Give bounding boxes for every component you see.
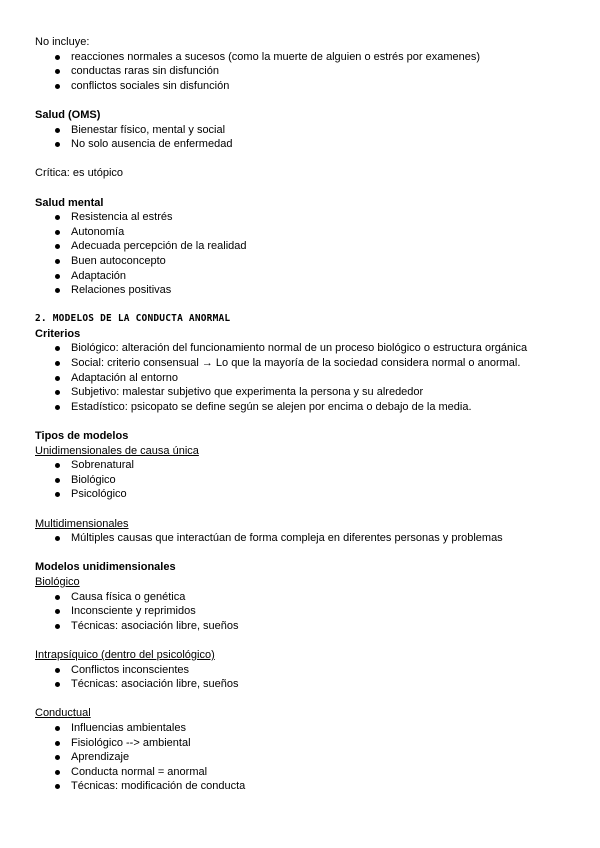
list-item: Múltiples causas que interactúan de forma compleja en diferentes personas y problemas [35,531,575,546]
bullet-icon [55,726,60,731]
bullet-icon [55,128,60,133]
bullet-icon [55,682,60,687]
list-item: Relaciones positivas [35,283,575,298]
bullet-icon [55,405,60,410]
list-item: Estadístico: psicopato se define según se alejen por encima o debajo de la media. [35,400,575,415]
no-incluye-list [35,50,575,94]
list-item: Adaptación [35,269,575,284]
multidimensionales-list [35,531,575,546]
conductual-list [35,721,575,794]
modelos-unidimensionales-heading: Modelos unidimensionales [35,561,176,574]
bullet-icon [55,478,60,483]
document-page [35,35,575,794]
list-item: Fisiológico --> ambiental [35,736,575,751]
salud-mental-heading: Salud mental [35,196,104,209]
list-item: Técnicas: asociación libre, sueños [35,677,575,692]
bullet-icon [55,69,60,74]
bullet-icon [55,390,60,395]
section-2-heading: 2. MODELOS DE LA CONDUCTA ANORMAL [35,313,231,325]
list-item: Psicológico [35,487,575,502]
bullet-icon [55,784,60,789]
bullet-icon [55,215,60,220]
salud-mental-list [35,210,575,298]
list-item: conflictos sociales sin disfunción [35,79,575,94]
critica-text: Crítica: es utópico [35,167,124,180]
bullet-icon [55,230,60,235]
bullet-icon [55,376,60,381]
unidimensionales-subheading: Unidimensionales de causa única [35,444,199,457]
bullet-icon [55,259,60,264]
list-item: Biológico: alteración del funcionamiento normal de un proceso biológico o estructura orgánica [35,341,575,356]
bullet-icon [55,346,60,351]
list-item: Biológico [35,473,575,488]
bullet-icon [55,492,60,497]
bullet-icon [55,274,60,279]
no-incluye-label: No incluye: [35,36,90,48]
bullet-icon [55,142,60,147]
bullet-icon [55,536,60,541]
list-item: Buen autoconcepto [35,254,575,269]
bullet-icon [55,741,60,746]
bullet-icon [55,463,60,468]
list-item: Social: criterio consensual → Lo que la mayoría de la sociedad considera normal o anormal. [35,356,575,371]
list-item: Autonomía [35,225,575,240]
list-item: reacciones normales a sucesos (como la muerte de alguien o estrés por examenes) [35,50,575,65]
bullet-icon [55,755,60,760]
tipos-heading: Tipos de modelos [35,430,129,443]
unidimensionales-list [35,458,575,502]
criterios-heading: Criterios [35,327,81,340]
list-item: Bienestar físico, mental y social [35,123,575,138]
list-item: Inconsciente y reprimidos [35,604,575,619]
list-item: Subjetivo: malestar subjetivo que experimenta la persona y su alrededor [35,385,575,400]
list-item: No solo ausencia de enfermedad [35,137,575,152]
salud-oms-list [35,123,575,152]
intrapsiquico-subheading: Intrapsíquico (dentro del psicológico) [35,648,215,661]
list-item: Sobrenatural [35,458,575,473]
list-item: Influencias ambientales [35,721,575,736]
bullet-icon [55,288,60,293]
bullet-icon [55,770,60,775]
list-item: Resistencia al estrés [35,210,575,225]
conductual-subheading: Conductual [35,707,91,720]
biologico-subheading: Biológico [35,575,80,588]
salud-oms-heading: Salud (OMS) [35,108,101,121]
list-item: conductas raras sin disfunción [35,64,575,79]
list-item: Aprendizaje [35,750,575,765]
bullet-icon [55,84,60,89]
bullet-icon [55,609,60,614]
biologico-list [35,590,575,634]
criterios-list [35,341,575,414]
bullet-icon [55,624,60,629]
list-item: Conflictos inconscientes [35,663,575,678]
bullet-icon [55,668,60,673]
list-item: Técnicas: modificación de conducta [35,779,575,794]
bullet-icon [55,55,60,60]
list-item: Adecuada percepción de la realidad [35,239,575,254]
list-item: Técnicas: asociación libre, sueños [35,619,575,634]
bullet-icon [55,595,60,600]
bullet-icon [55,244,60,249]
list-item: Causa física o genética [35,590,575,605]
list-item: Conducta normal = anormal [35,765,575,780]
intrapsiquico-list [35,663,575,692]
bullet-icon [55,361,60,366]
list-item: Adaptación al entorno [35,371,575,386]
multidimensionales-subheading: Multidimensionales [35,517,129,530]
